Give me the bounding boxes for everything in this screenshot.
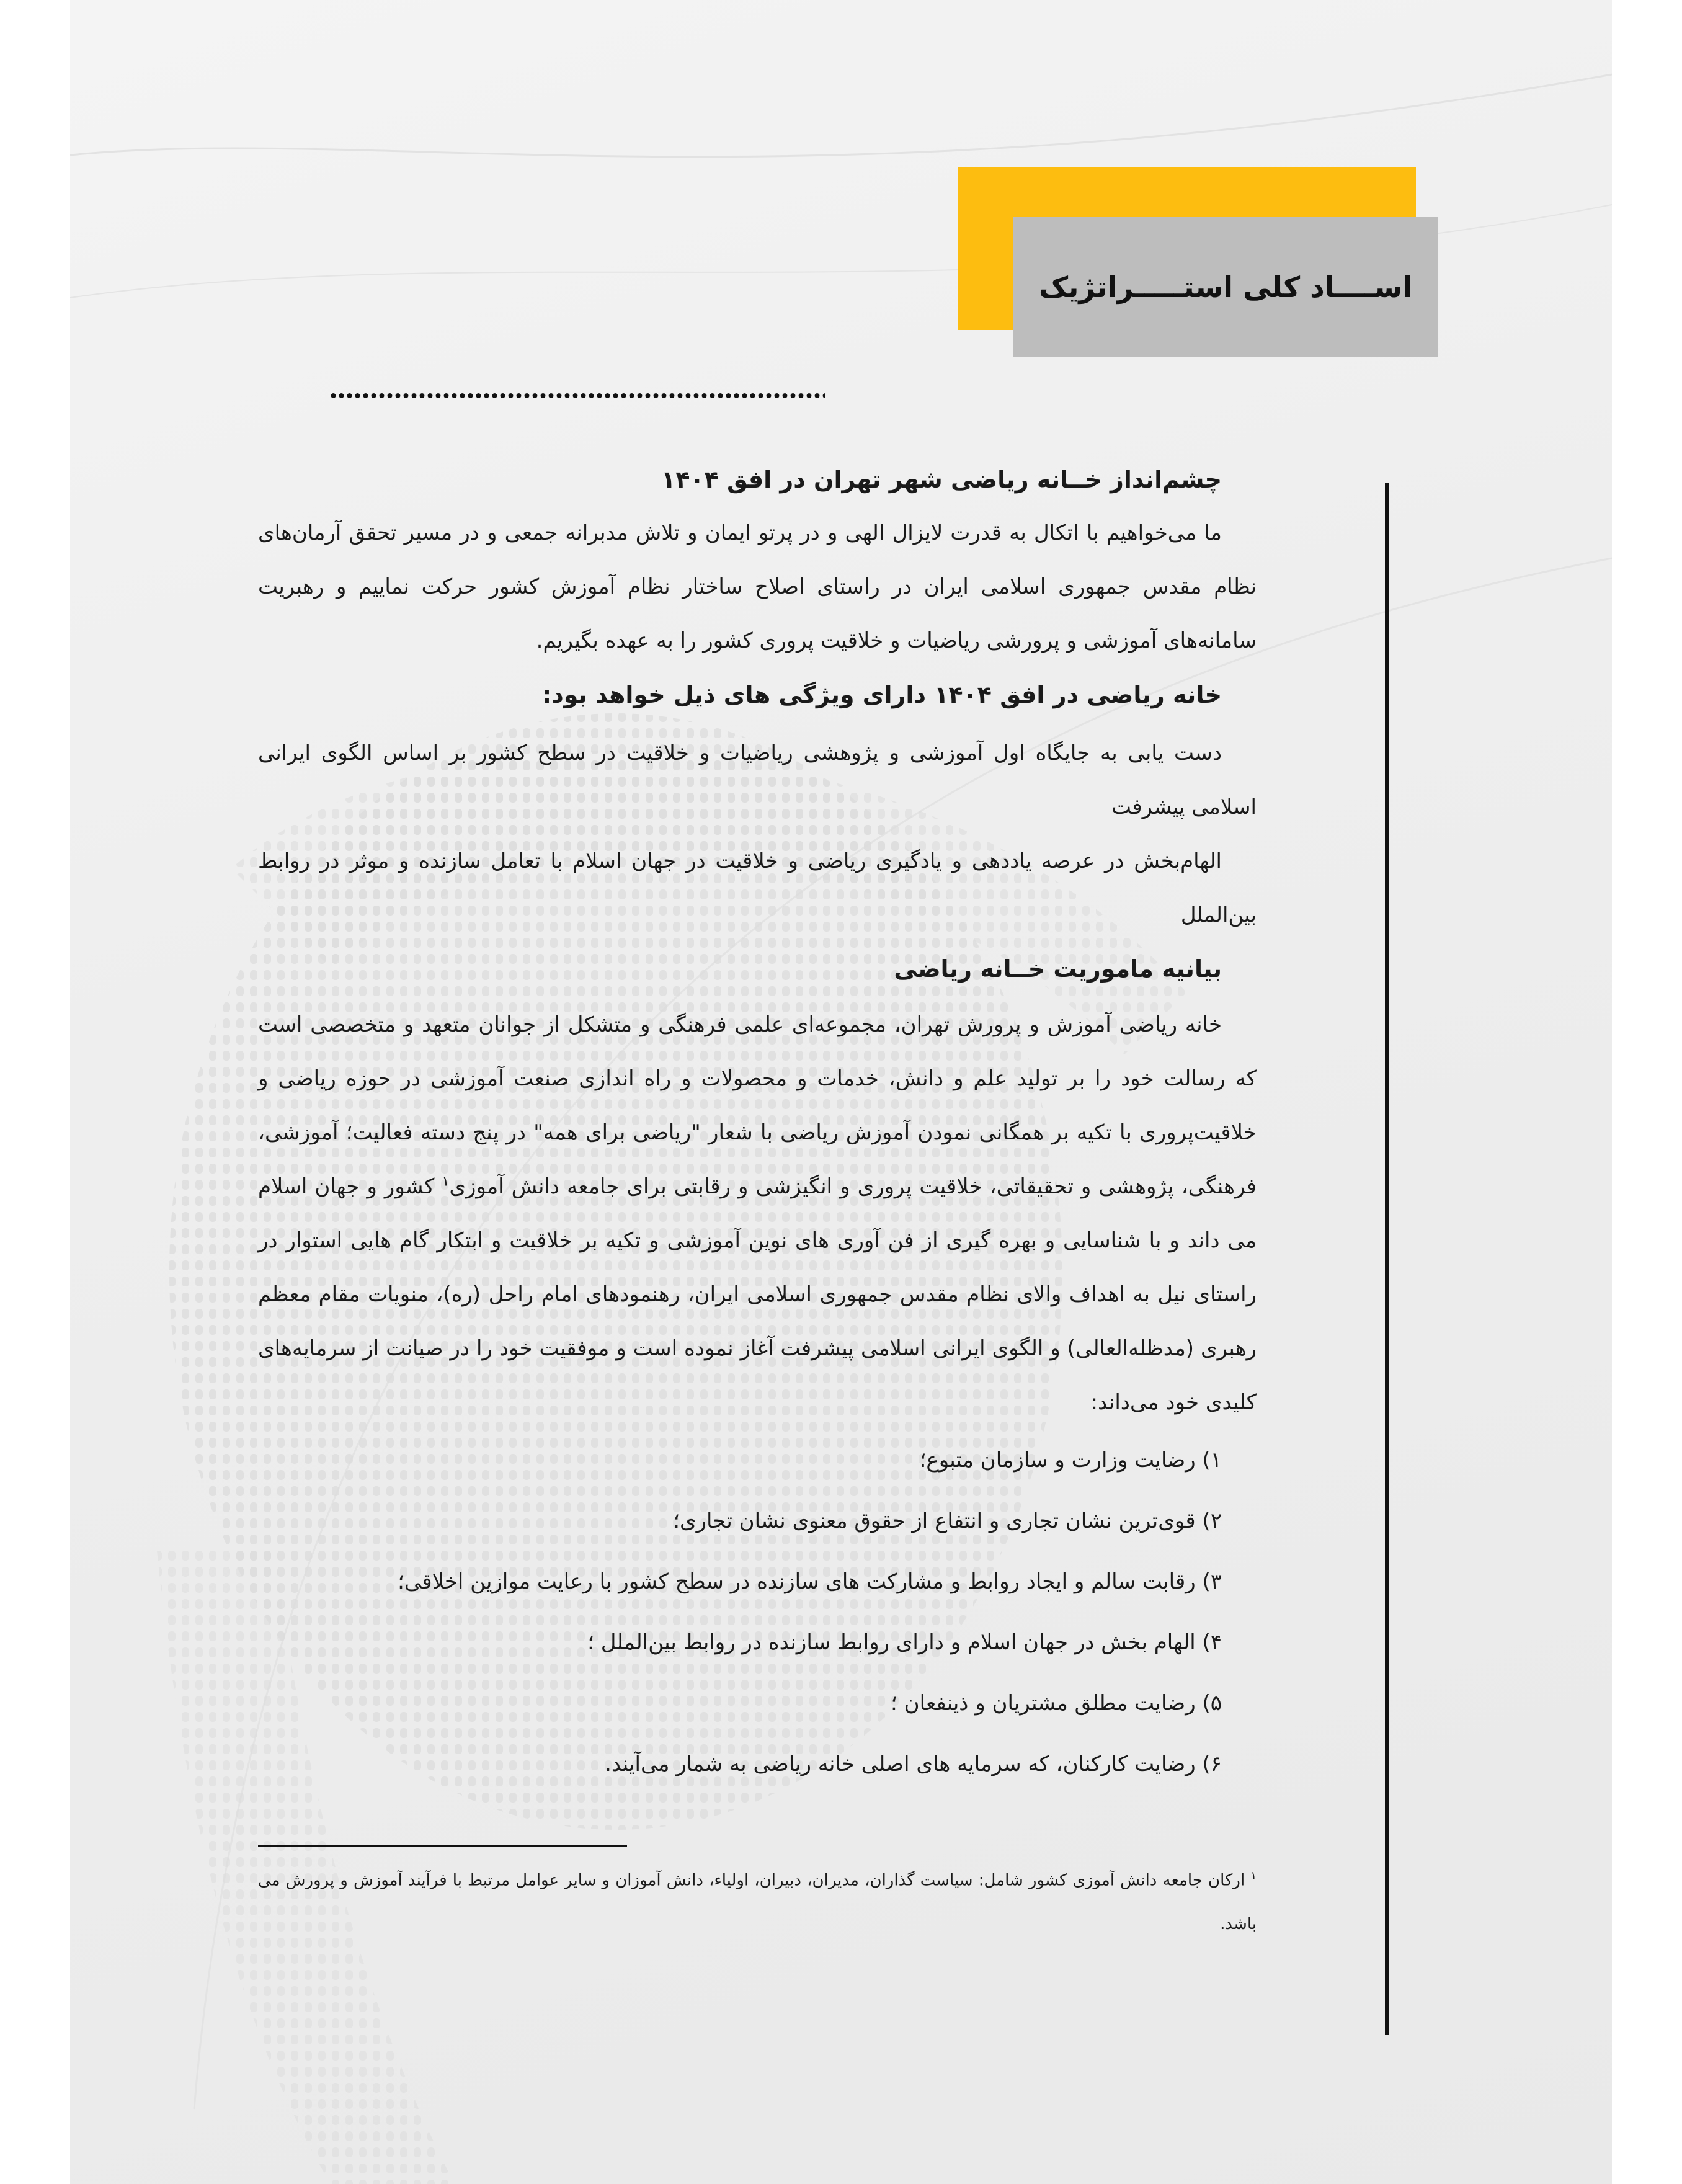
dotted-divider (329, 392, 825, 399)
footnote-divider (258, 1845, 627, 1847)
list-item: ۵) رضایت مطلق مشتریان و ذینفعان ؛ (891, 1691, 1222, 1716)
document-body (258, 453, 1257, 1794)
features-heading: خانه ریاضی در افق ۱۴۰۴ دارای ویژگی های ذیل خواهد بود: (542, 681, 1222, 708)
vertical-rule (1385, 483, 1389, 2035)
footnote-reference: ۱ (442, 1174, 450, 1190)
vision-paragraph: ما می‌خواهیم با اتکال به قدرت لایزال الهی و در پرتو ایمان و تلاش مدبرانه جمعی و در مسیر تحقق آرمان‌های نظام مقدس جمهوری اسلامی ایران در راستای اصلاح ساختار نظام آموزش کشور حرکت نماییم و رهبریت سامانه‌های آموزشی و پرورشی ریاضیات و خلاقیت پروری کشور را به عهده بگیریم. (258, 520, 1257, 653)
list-item: ۶) رضایت کارکنان، که سرمایه های اصلی خانه ریاضی به شمار می‌آیند. (605, 1752, 1222, 1776)
footnote (258, 1855, 1257, 1946)
footnote-marker: ۱ (1250, 1870, 1257, 1883)
footnote-text: ارکان جامعه دانش آموزی کشور شامل: سیاست گذاران، مدیران، دبیران، اولیاء، دانش آموزان و سایر عوامل مرتبط با فرآیند آموزش و پرورش می باشد. (258, 1871, 1257, 1933)
feature-paragraph: دست یابی به جایگاه اول آموزشی و پژوهشی ریاضیات و خلاقیت در سطح کشور بر اساس الگوی ایرانی اسلامی پیشرفت (258, 741, 1257, 819)
list-item: ۳) رقابت سالم و ایجاد روابط و مشارکت های سازنده در سطح کشور با رعایت موازین اخلاقی؛ (398, 1569, 1222, 1594)
mission-paragraph (258, 998, 1257, 1430)
key-assets-list (258, 1430, 1257, 1794)
feature-paragraph: الهام‌بخش در عرصه یاددهی و یادگیری ریاضی و خلاقیت در جهان اسلام با تعامل سازنده و موثر در روابط بین‌الملل (258, 849, 1257, 927)
section-title: اســــاد کلی استـــــراتژیک (1039, 270, 1412, 304)
mission-heading: بیانیه ماموریت خــانه ریاضی (894, 955, 1222, 983)
list-item: ۲) قوی‌ترین نشان تجاری و انتفاع از حقوق معنوی نشان تجاری؛ (673, 1509, 1222, 1533)
header-title-box (1013, 217, 1438, 357)
mission-text-part: کشور و جهان اسلام می داند و با شناسایی و بهره گیری از فن آوری های نوین آموزشی و تکیه بر خلاقیت و ابتکار گام هایی استوار در راستای نیل به اهداف والای نظام مقدس جمهوری اسلامی ایران، رهنمودهای امام راحل (ره)، منویات مقام معظم رهبری (مدظله‌العالی) و الگوی ایرانی اسلامی پیشرفت آغاز نموده است و موفقیت خود را در صیانت از سرمایه‌های کلیدی خود می‌داند: (258, 1174, 1257, 1415)
mission-text-part: خانه ریاضی آموزش و پرورش تهران، مجموعه‌ای علمی فرهنگی و متشکل از جوانان متعهد و متخصصی است که رسالت خود را بر تولید علم و دانش، خدمات و محصولات و راه اندازی صنعت آموزشی در حوزه ریاضی و خلاقیت‌پروری با تکیه بر همگانی نمودن آموزش ریاضی با شعار "ریاضی برای همه" در پنج دسته فعالیت؛ آموزشی، فرهنگی، پژوهشی و تحقیقاتی، خلاقیت پروری و انگیزشی و رقابتی برای جامعه دانش آموزی (258, 1012, 1257, 1199)
list-item: ۱) رضایت وزارت و سازمان متبوع؛ (919, 1448, 1222, 1473)
list-item: ۴) الهام بخش در جهان اسلام و دارای روابط سازنده در روابط بین‌الملل ؛ (587, 1630, 1222, 1655)
vision-heading: چشم‌انداز خــانه ریاضی شهر تهران در افق ۱۴۰۴ (661, 466, 1222, 493)
